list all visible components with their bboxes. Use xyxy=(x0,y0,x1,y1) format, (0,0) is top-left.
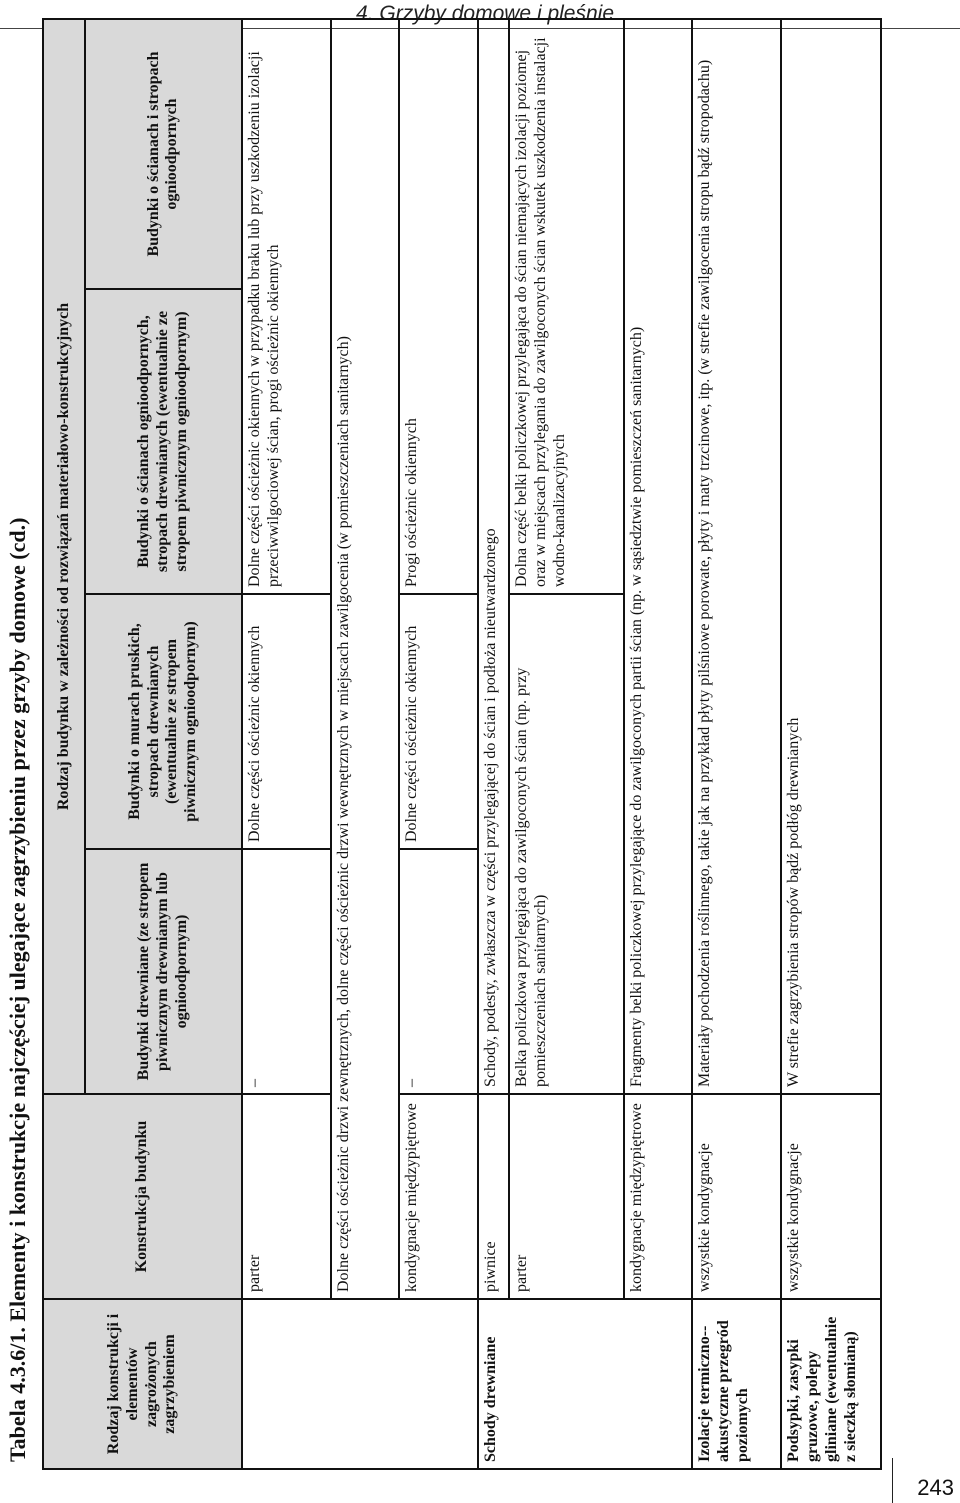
construction-cell: kondygnacje międzypiętrowe xyxy=(624,1094,692,1299)
element-cell: Schody drewniane xyxy=(478,1299,693,1469)
running-head: 4. Grzyby domowe i pleśnie xyxy=(356,2,614,25)
table-row xyxy=(692,19,781,1469)
table-row xyxy=(242,19,331,1469)
element-cell-empty xyxy=(242,1299,478,1469)
construction-cell: parter xyxy=(242,1094,331,1299)
element-cell: Podsypki, zasypki gruzowe, polepy gliniane (ewentualnie z sieczką słomianą) xyxy=(781,1299,881,1469)
table-row xyxy=(399,19,478,1469)
table-row xyxy=(509,19,624,1469)
table-row xyxy=(331,19,399,1469)
construction-cell: piwnice xyxy=(478,1094,509,1299)
value-cell: Materiały pochodzenia roślinnego, takie jak na przykład płyty pilśniowe porowate, płyty i maty trzcinowe, itp. (w strefie zawilgocenia stropu bądź stropodachu) xyxy=(692,19,781,1094)
header-element: Rodzaj konstrukcji i elementów zagrożonych zagrzybieniem xyxy=(43,1299,242,1469)
value-cell: Dolne części ościeżnic okiennych xyxy=(399,594,478,849)
page-number: 243 xyxy=(917,1475,954,1500)
value-cell: Dolne części ościeżnic okiennych xyxy=(242,594,331,849)
construction-cell: wszystkie kondygnacje xyxy=(781,1094,881,1299)
table-row xyxy=(624,19,692,1469)
table-row xyxy=(781,19,881,1469)
value-cell: Dolne części ościeżnic okiennych w przypadku braku lub przy uszkodzeniu izolacji przeciwwilgociowej ścian, progi ościeżnic okiennych xyxy=(242,19,331,594)
value-cell: Belka policzkowa przylegająca do zawilgoconych ścian (np. przy pomieszczeniach sanitarnych) xyxy=(509,594,624,1094)
construction-cell: wszystkie kondygnacje xyxy=(692,1094,781,1299)
table-caption: Tabela 4.3.6/1. Elementy i konstrukcje najczęściej ulegające zagrzybieniu przez grzyby domowe (cd.) xyxy=(5,517,30,1462)
construction-cell: parter xyxy=(509,1094,624,1299)
header-construction: Konstrukcja budynku xyxy=(43,1094,242,1299)
value-cell: W strefie zagrzybienia stropów bądź podłóg drewnianych xyxy=(781,19,881,1094)
mould-elements-table xyxy=(42,18,882,1470)
header-fireproof-wall-buildings: Budynki o ścianach ognioodpornych, stropach drewnianych (ewentualnie ze stropem piwnicznym ognioodpornym) xyxy=(85,289,242,594)
header-fireproof-buildings: Budynki o ścianach i stropach ognioodpornych xyxy=(85,19,242,289)
value-cell: – xyxy=(242,849,331,1094)
value-cell: Fragmenty belki policzkowej przylegające do zawilgoconych partii ścian (np. w sąsiedztwie pomieszczeń sanitarnych) xyxy=(624,19,692,1094)
header-wooden-buildings: Budynki drewniane (ze stropem piwnicznym drewnianym lub ognioodpornym) xyxy=(85,849,242,1094)
page-number-rule xyxy=(892,1458,893,1503)
value-cell: – xyxy=(399,849,478,1094)
header-prussian-wall-buildings: Budynki o murach pruskich, stropach drewnianych (ewentualnie ze stropem piwnicznym ognioodpornym) xyxy=(85,594,242,849)
value-cell: Schody, podesty, zwłaszcza w części przylegającej do ścian i podłoża nieutwardzonego xyxy=(478,19,509,1094)
table-row xyxy=(478,19,509,1469)
value-cell: Dolna część belki policzkowej przylegająca do ścian niemających izolacji poziomej oraz w miejscach przylegania do zawilgoconych ścian wskutek uszkodzenia instalacji wodno-kanalizacyjnych xyxy=(509,19,624,594)
element-cell: Izolacje termiczno--akustyczne przegród poziomych xyxy=(692,1299,781,1469)
value-cell: Dolne części ościeżnic drzwi zewnętrznych, dolne części ościeżnic drzwi wewnętrznych w miejscach zawilgocenia (w pomieszczeniach sanitarnych) xyxy=(331,19,399,1299)
header-building-type-group: Rodzaj budynku w zależności od rozwiązań materiałowo-konstrukcyjnych xyxy=(43,19,85,1094)
construction-cell: kondygnacje międzypiętrowe xyxy=(399,1094,478,1299)
value-cell: Progi ościeżnic okiennych xyxy=(399,19,478,594)
